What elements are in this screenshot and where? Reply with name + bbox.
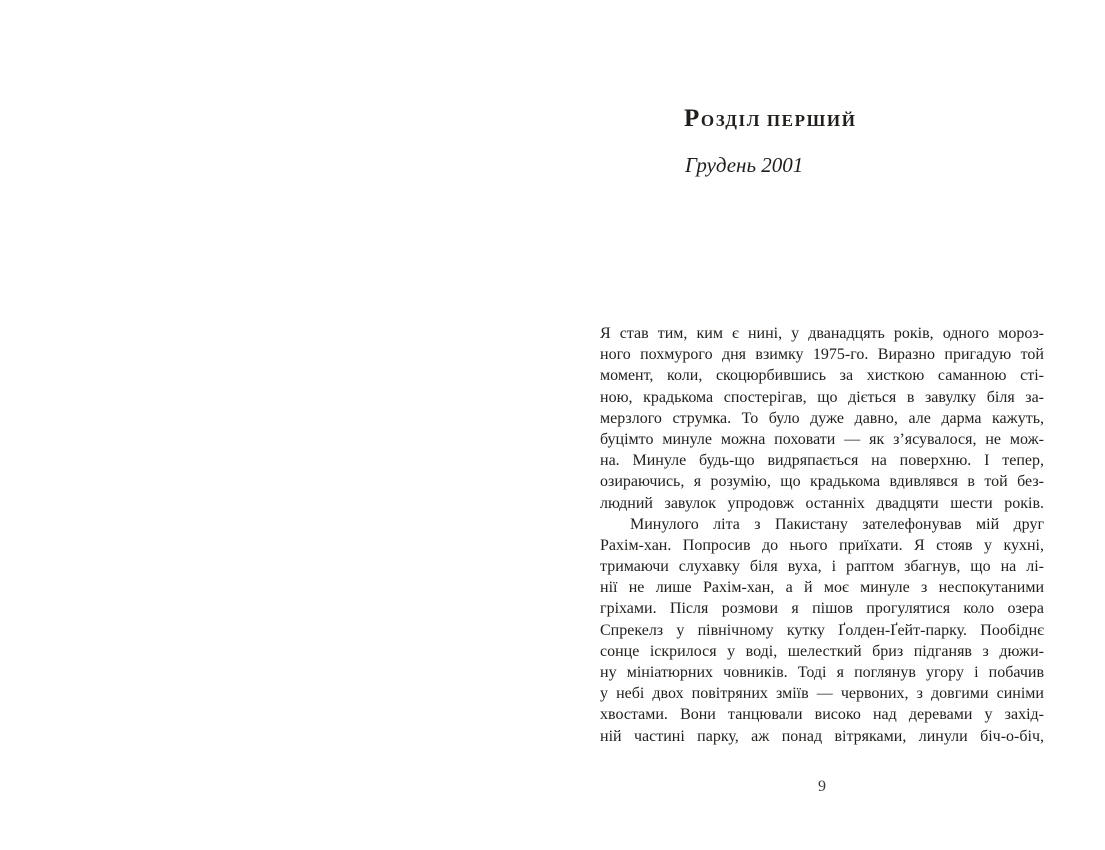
text-line: Минулого літа з Пакистану зателефонував мій друг: [630, 515, 1044, 533]
chapter-title: РОЗДІЛ ПЕРШИЙ: [684, 105, 857, 132]
text-line: мерзлого струмка. То було дуже давно, але дарма кажуть,: [600, 409, 1044, 427]
text-line: озираючись, я розумію, що крадькома вдивлявся в той без-: [600, 473, 1044, 491]
text-line: людний завулок упродовж останніх двадцяти шести років.: [600, 494, 1044, 512]
text-line: ну мініатюрних човників. Тоді я поглянув угору і побачив: [600, 664, 1044, 681]
text-line: тримаючи слухавку біля вуха, і раптом збагнув, що на лі-: [600, 558, 1044, 576]
text-line: у небі двох повітряних зміїв — червоних, з довгими синіми: [600, 685, 1044, 703]
text-line: хвостами. Вони танцювали високо над деревами у захід-: [600, 706, 1044, 724]
text-line: нії не лише Рахім-хан, а й моє минуле з неспокутаними: [600, 579, 1044, 597]
page-number: 9: [818, 778, 826, 795]
text-line: ного похмурого дня взимку 1975-го. Виразно пригадую той: [600, 346, 1044, 364]
text-line: Спрекелз у північному кутку Ґолден-Ґейт-парку. Пообіднє: [600, 621, 1044, 639]
text-line: буцімто минуле можна поховати — як з’ясувалося, не мож-: [600, 430, 1044, 448]
text-line: сонце іскрилося у воді, шелесткий бриз підганяв з дюжи-: [600, 642, 1044, 660]
text-line: ній частині парку, аж понад вітряками, линули біч-о-біч,: [600, 727, 1044, 745]
text-line: момент, коли, скоцюрбившись за хисткою саманною сті-: [600, 367, 1044, 385]
body-text: [600, 323, 1044, 747]
paragraph: [600, 514, 1044, 747]
text-line: Я став тим, ким є нині, у дванадцять років, одного мороз-: [600, 325, 1044, 342]
text-line: гріхами. Після розмови я пішов прогулятися коло озера: [600, 600, 1044, 618]
text-line: ною, крадькома спостерігав, що діється в завулку біля за-: [600, 388, 1044, 406]
paragraph: [600, 323, 1044, 514]
chapter-subtitle: Грудень 2001: [685, 153, 804, 177]
text-line: Рахім-хан. Попросив до нього приїхати. Я стояв у кухні,: [600, 536, 1044, 554]
text-line: на. Минуле будь-що видряпається на поверхню. І тепер,: [600, 452, 1044, 470]
